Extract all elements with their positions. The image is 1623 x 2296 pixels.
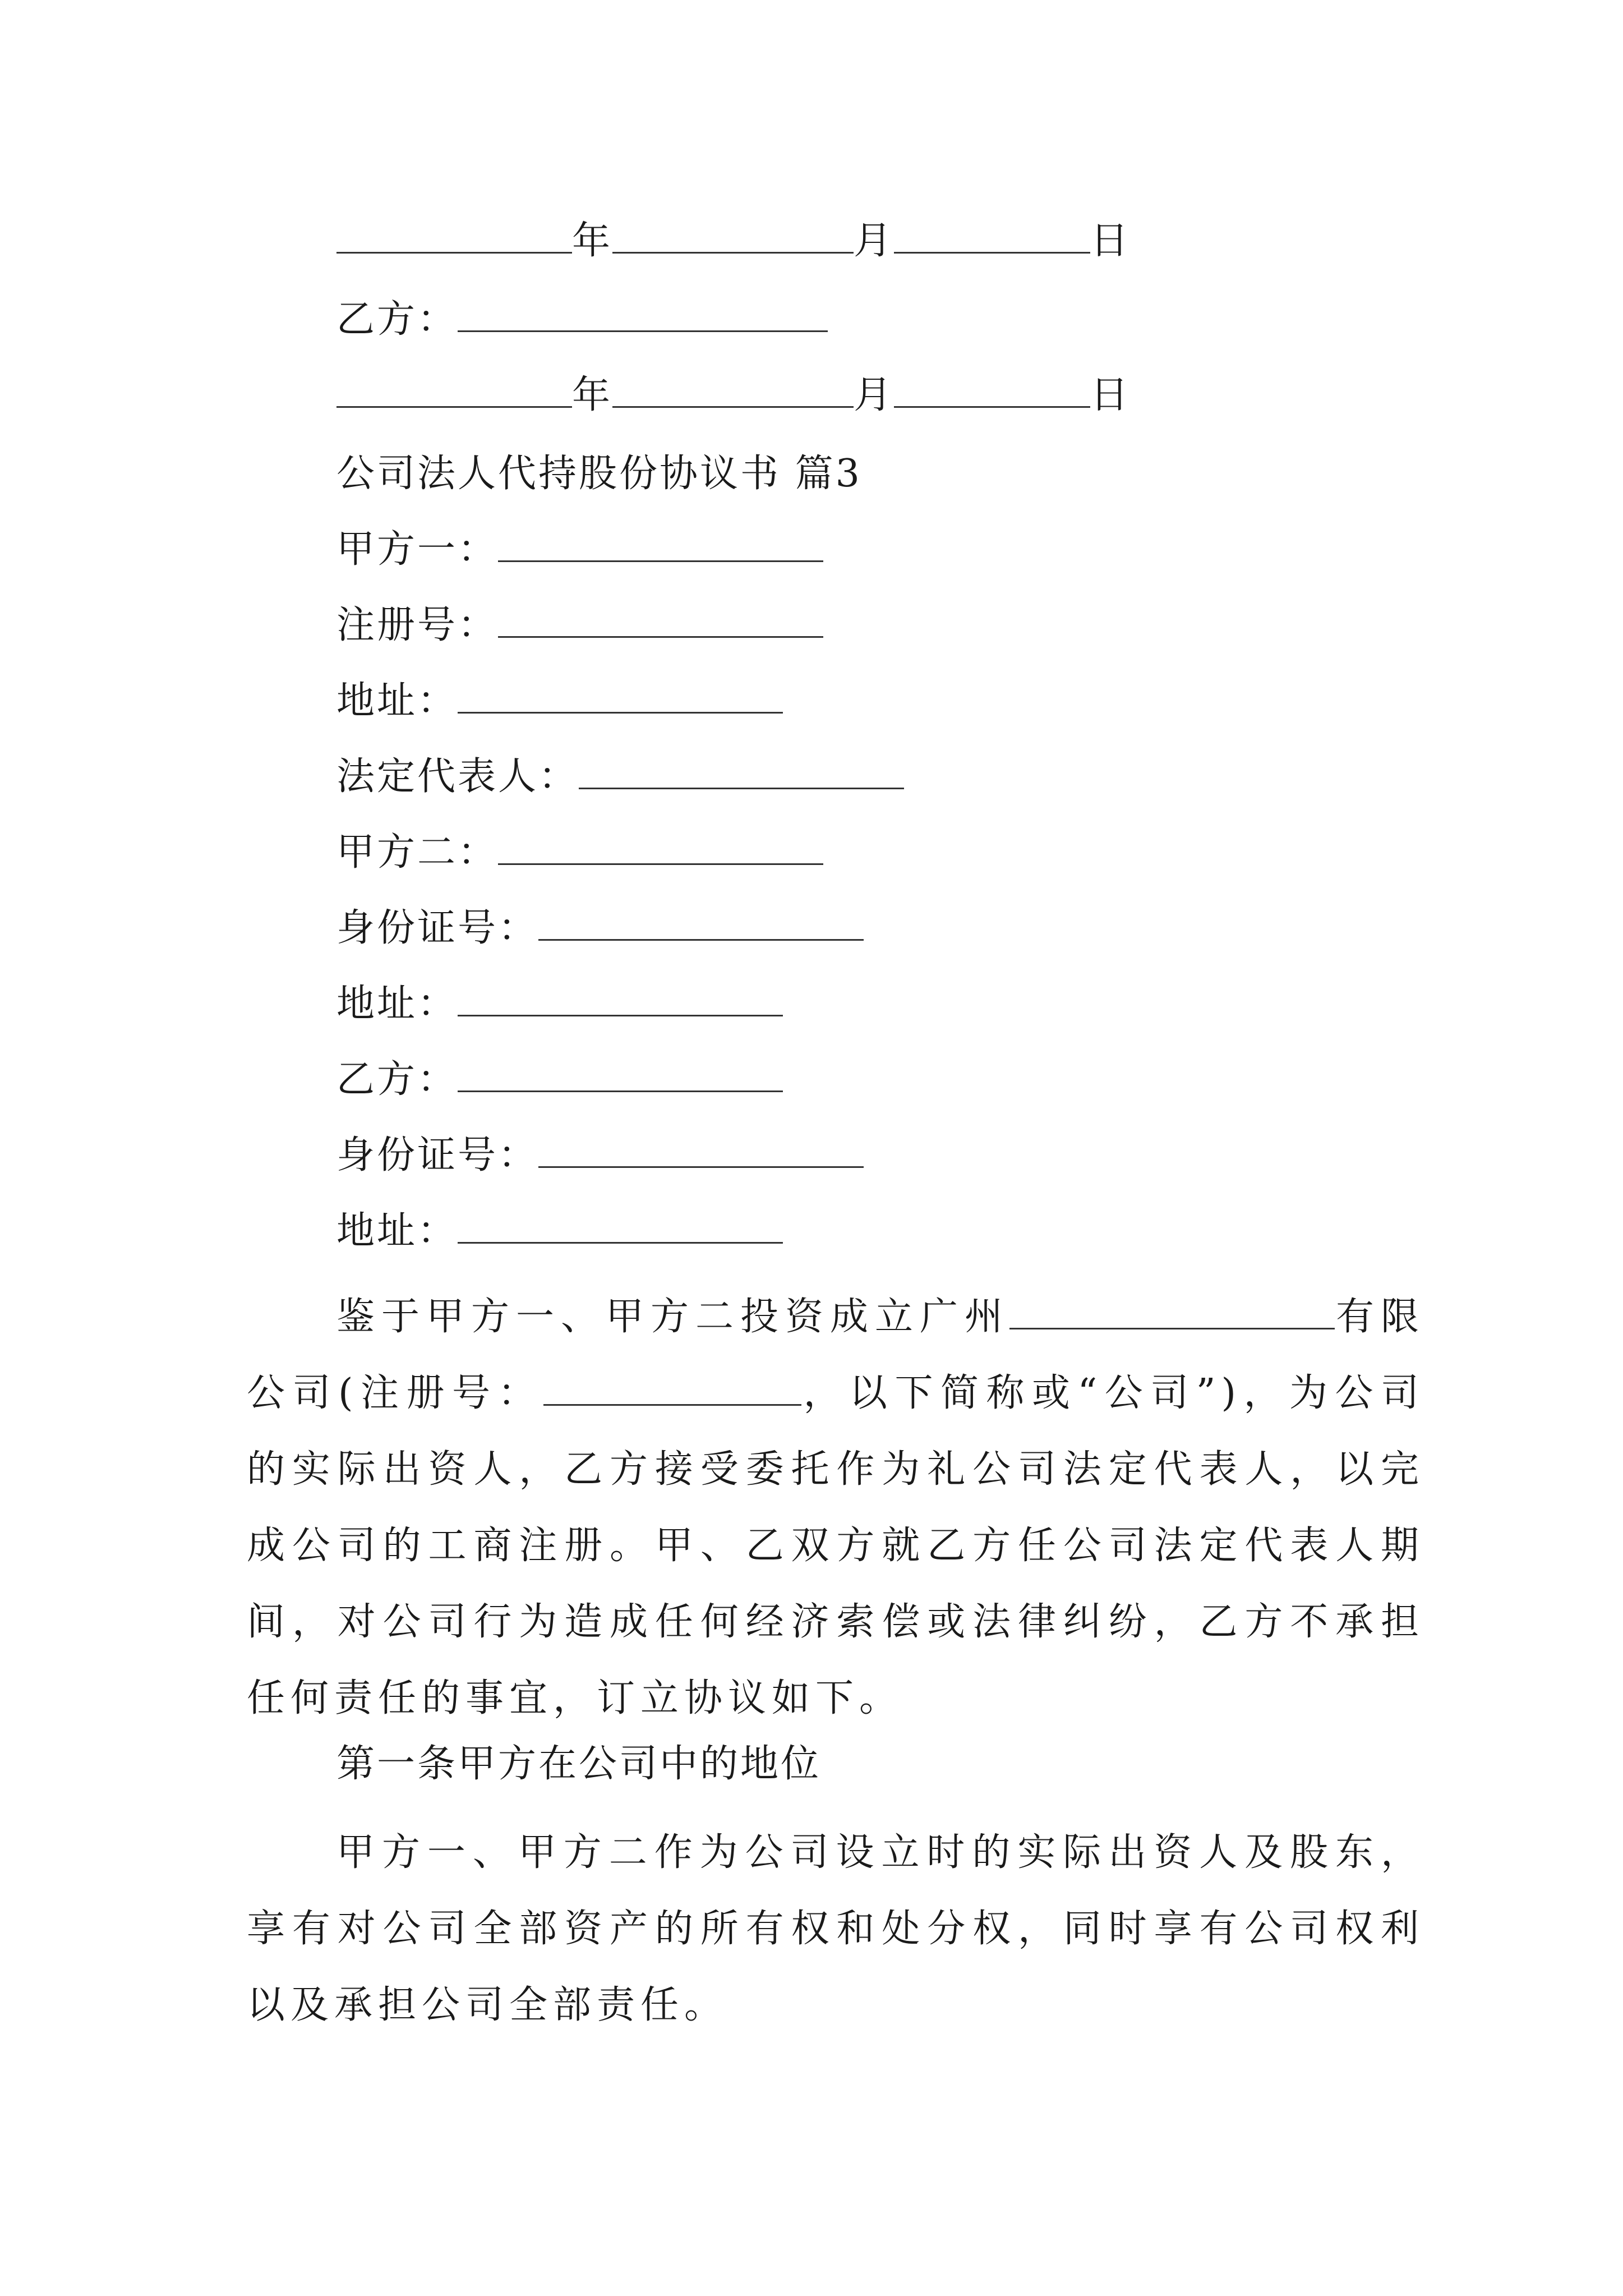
field-id-b (336, 1128, 864, 1184)
field-label: 法定代表人： (336, 754, 579, 799)
party-b-sign-line (336, 292, 828, 348)
preamble-text-3: ，以下简称或“公司”)，为公司的实际出资人，乙方接受委托作为礼公司法定代表人，以完成公司的工商注册。甲、乙双方就乙方任公司法定代表人期间，对公司行为造成任何经济索偿或法律纠纷，乙方不承担任何责任的事宜，订立协议如下。 (247, 1371, 1424, 1720)
field-blank (458, 1208, 783, 1244)
article-1-title: 第一条甲方在公司中的地位 (336, 1742, 822, 1786)
field-label: 地址： (336, 1209, 458, 1253)
preamble-text-1: 鉴于甲方一、甲方二投资成立广州 (336, 1295, 1009, 1339)
month-label: 月 (854, 373, 895, 417)
section-title: 公司法人代持股份协议书 篇3 (336, 452, 862, 496)
field-party-a2 (336, 825, 823, 881)
party-b-label: 乙方： (336, 297, 458, 342)
field-blank (458, 678, 783, 714)
year-blank (336, 372, 572, 408)
month-blank (612, 372, 854, 408)
field-blank (458, 1057, 783, 1092)
year-label: 年 (572, 373, 613, 417)
preamble-paragraph (247, 1279, 1424, 1737)
field-blank (498, 527, 823, 562)
year-label: 年 (572, 219, 613, 263)
field-party-b (336, 1052, 783, 1108)
field-party-a1 (336, 522, 823, 578)
field-label: 身份证号： (336, 1133, 539, 1177)
field-blank (538, 905, 864, 941)
company-name-blank (1009, 1294, 1335, 1329)
day-blank (894, 218, 1090, 254)
date-line-2 (336, 367, 1131, 424)
field-blank (538, 1133, 864, 1168)
field-blank (498, 830, 823, 865)
field-label: 注册号： (336, 603, 499, 647)
field-label: 地址： (336, 679, 458, 723)
field-blank (498, 602, 823, 638)
field-label: 甲方一： (336, 527, 499, 572)
date-line-1 (336, 213, 1131, 269)
reg-no-blank (543, 1370, 801, 1406)
field-label: 甲方二： (336, 830, 499, 875)
party-b-blank (458, 297, 828, 332)
field-address-a1 (336, 673, 783, 729)
month-blank (612, 218, 854, 254)
field-label: 乙方： (336, 1057, 458, 1102)
day-blank (894, 372, 1090, 408)
field-blank (458, 981, 783, 1016)
field-legal-rep (336, 749, 904, 805)
month-label: 月 (854, 219, 895, 263)
field-label: 身份证号： (336, 906, 539, 950)
preamble-text-2: 有限公司(注册号： (247, 1295, 1424, 1415)
field-address-b (336, 1203, 783, 1259)
field-blank (579, 754, 904, 789)
field-address-a2 (336, 976, 783, 1032)
field-label: 地址： (336, 982, 458, 1026)
article-1-body: 甲方一、甲方二作为公司设立时的实际出资人及股东，享有对公司全部资产的所有权和处分权，同时享有公司权利以及承担公司全部责任。 (247, 1830, 1424, 2027)
year-blank (336, 218, 572, 254)
day-label: 日 (1090, 219, 1131, 263)
field-id-a2 (336, 900, 864, 956)
field-reg-no (336, 597, 823, 654)
day-label: 日 (1090, 373, 1131, 417)
